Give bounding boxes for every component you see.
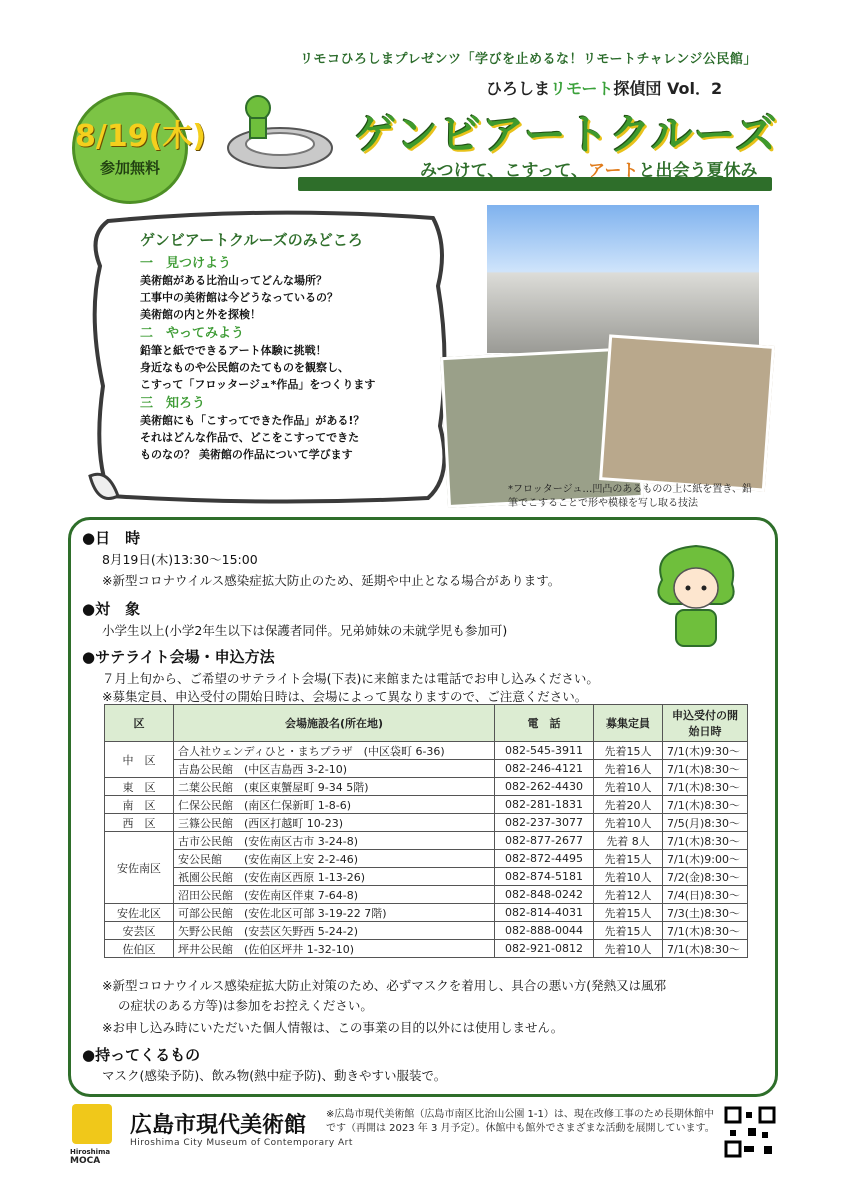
cell-capacity: 先着15人 [594, 922, 663, 940]
cell-capacity: 先着20人 [594, 796, 663, 814]
table-row [105, 832, 748, 850]
table-row [105, 814, 748, 832]
page-title: ゲンビアートクルーズ [354, 110, 778, 159]
col-capacity: 募集定員 [594, 705, 663, 742]
logo-text-1: Hiroshima [70, 1148, 111, 1156]
bring-text: マスク(感染予防)、飲み物(熱中症予防)、動きやすい服装で。 [102, 1068, 447, 1083]
highlight-line: 美術館がある比治山ってどんな場所？ [140, 274, 327, 287]
highlight-head-1: 一 見つけよう [140, 256, 232, 271]
table-row [105, 904, 748, 922]
cell-venue: 祇園公民館 (安佐南区西原 1-13-26) [174, 868, 495, 886]
cell-capacity: 先着10人 [594, 868, 663, 886]
highlight-line: ものなの？ 美術館の作品について学びます [140, 448, 353, 461]
series-label [486, 76, 722, 99]
cell-start: 7/1(木)8:30～ [663, 778, 748, 796]
apply-heading: ●サテライト会場・申込方法 [82, 648, 275, 666]
highlight-line: それはどんな作品で、どこをこすってできた [140, 431, 360, 444]
frottage-note: *フロッタージュ…凹凸のあるものの上に紙を置き、鉛筆でこすることで形や模様を写し取る技法 [508, 484, 752, 509]
cell-tel: 082-877-2677 [495, 832, 594, 850]
subtitle-highlight: アート [587, 161, 639, 181]
highlight-head-2: 二 やってみよう [140, 326, 245, 341]
highlight-line: 美術館にも「こすってできた作品」がある!？ [140, 414, 365, 427]
cell-start: 7/1(木)8:30～ [663, 796, 748, 814]
highlight-line: 鉛筆と紙でできるアート体験に挑戦！ [140, 344, 327, 357]
cell-venue: 安公民館 (安佐南区上安 2-2-46) [174, 850, 495, 868]
cell-venue: 仁保公民館 (南区仁保新町 1-8-6) [174, 796, 495, 814]
col-start: 申込受付の開始日時 [663, 705, 748, 742]
cell-ward: 安佐北区 [105, 904, 174, 922]
mascot-character-illustration [642, 540, 750, 650]
target-heading: ●対 象 [82, 600, 141, 618]
closure-note: ※広島市現代美術館（広島市南区比治山公園 1-1）は、現在改修工事のため長期休館中です（再開は 2023 年 3 月予定）。休館中も館外でさまざまな活動を展開しています。 [326, 1109, 715, 1134]
target-text: 小学生以上(小学2年生以下は保護者同伴。兄弟姉妹の未就学児も参加可) [102, 623, 508, 638]
cell-start: 7/1(木)8:30～ [663, 760, 748, 778]
cell-start: 7/1(木)9:30～ [663, 742, 748, 760]
series-post: 探偵団 Vol．2 [613, 79, 723, 98]
cell-venue: 矢野公民館 (安芸区矢野西 5-24-2) [174, 922, 495, 940]
cell-ward: 安佐南区 [105, 832, 174, 904]
cell-venue: 沼田公民館 (安佐南区伴東 7-64-8) [174, 886, 495, 904]
moca-logo-icon [72, 1104, 112, 1144]
museum-name-en: Hiroshima City Museum of Contemporary Art [130, 1138, 353, 1148]
cell-capacity: 先着15人 [594, 904, 663, 922]
qr-code-icon[interactable] [724, 1106, 776, 1158]
series-highlight: リモート [550, 79, 614, 98]
series-pre: ひろしま [486, 79, 551, 98]
schedule-note: ※新型コロナウイルス感染症拡大防止のため、延期や中止となる場合があります。 [102, 573, 561, 588]
cell-ward: 東 区 [105, 778, 174, 796]
schedule-datetime: 8月19日(木)13:30～15:00 [102, 552, 258, 567]
highlight-line: こすって「フロッタージュ*作品」をつくります [140, 378, 376, 391]
cell-tel: 082-921-0812 [495, 940, 594, 958]
cell-capacity: 先着12人 [594, 886, 663, 904]
highlight-head-3: 三 知ろう [140, 396, 206, 411]
cell-tel: 082-848-0242 [495, 886, 594, 904]
subtitle [420, 156, 757, 181]
table-row [105, 850, 748, 868]
cell-ward: 西 区 [105, 814, 174, 832]
cell-start: 7/1(木)8:30～ [663, 922, 748, 940]
highlights-title: ゲンビアートクルーズのみどころ [140, 231, 363, 249]
apply-text: ７月上旬から、ご希望のサテライト会場(下表)に来館または電話でお申し込みください。 [102, 671, 599, 686]
cell-ward: 中 区 [105, 742, 174, 778]
cell-start: 7/3(土)8:30～ [663, 904, 748, 922]
table-row [105, 940, 748, 958]
schedule-heading: ●日 時 [82, 529, 141, 547]
logo-text-2: MOCA [70, 1156, 101, 1166]
cell-start: 7/5(月)8:30～ [663, 814, 748, 832]
cell-venue: 吉島公民館 (中区吉島西 3-2-10) [174, 760, 495, 778]
cell-capacity: 先着10人 [594, 814, 663, 832]
cell-start: 7/1(木)9:00～ [663, 850, 748, 868]
cell-capacity: 先着15人 [594, 850, 663, 868]
col-venue: 会場施設名(所在地) [174, 705, 495, 742]
cell-venue: 坪井公民館 (佐伯区坪井 1-32-10) [174, 940, 495, 958]
highlight-line: 身近なものや公民館のたてものを観察し、 [140, 361, 349, 374]
cell-tel: 082-246-4121 [495, 760, 594, 778]
subtitle-part-1: みつけて、こすって、 [420, 161, 588, 181]
presents-line: リモコひろしまプレゼンツ「学びを止めるな！リモートチャレンジ公民館」 [300, 52, 757, 67]
privacy-note: ※お申し込み時にいただいた個人情報は、この事業の目的以外には使用しません。 [102, 1020, 564, 1035]
cell-capacity: 先着 8人 [594, 832, 663, 850]
museum-name: 広島市現代美術館 [130, 1113, 307, 1138]
table-row [105, 868, 748, 886]
cell-tel: 082-281-1831 [495, 796, 594, 814]
frottage-photo [599, 334, 775, 491]
table-row [105, 886, 748, 904]
cell-tel: 082-872-4495 [495, 850, 594, 868]
cell-start: 7/1(木)8:30～ [663, 832, 748, 850]
cell-tel: 082-888-0044 [495, 922, 594, 940]
cell-venue: 古市公民館 (安佐南区古市 3-24-8) [174, 832, 495, 850]
cell-capacity: 先着15人 [594, 742, 663, 760]
cell-venue: 二葉公民館 (東区東蟹屋町 9-34 5階) [174, 778, 495, 796]
event-date: 8/19(木) [75, 119, 207, 154]
museum-building-photo [487, 205, 759, 353]
moca-logo-text [70, 1148, 110, 1166]
cell-start: 7/1(木)8:30～ [663, 940, 748, 958]
table-row [105, 778, 748, 796]
apply-note: ※募集定員、申込受付の開始日時は、会場によって異なりますので、ご注意ください。 [102, 689, 588, 704]
cell-tel: 082-814-4031 [495, 904, 594, 922]
table-row [105, 742, 748, 760]
cell-tel: 082-874-5181 [495, 868, 594, 886]
subtitle-part-2: と出会う夏休み [638, 161, 758, 181]
venue-table [104, 704, 748, 958]
table-row [105, 796, 748, 814]
cell-tel: 082-237-3077 [495, 814, 594, 832]
highlight-line: 工事中の美術館は今どうなっているの？ [140, 291, 338, 304]
col-tel: 電 話 [495, 705, 594, 742]
cell-ward: 佐伯区 [105, 940, 174, 958]
table-header-row [105, 705, 748, 742]
cell-venue: 合人社ウェンディひと・まちプラザ (中区袋町 6-36) [174, 742, 495, 760]
cell-capacity: 先着10人 [594, 778, 663, 796]
highlight-line: 美術館の内と外を探検！ [140, 308, 261, 321]
date-badge [72, 92, 207, 204]
cell-start: 7/4(日)8:30～ [663, 886, 748, 904]
table-row [105, 760, 748, 778]
cell-tel: 082-262-4430 [495, 778, 594, 796]
col-ward: 区 [105, 705, 174, 742]
cell-ward: 南 区 [105, 796, 174, 814]
cell-ward: 安芸区 [105, 922, 174, 940]
cell-capacity: 先着16人 [594, 760, 663, 778]
table-row [105, 922, 748, 940]
cell-capacity: 先着10人 [594, 940, 663, 958]
cell-venue: 三篠公民館 (西区打越町 10-23) [174, 814, 495, 832]
mask-note-1: ※新型コロナウイルス感染症拡大防止対策のため、必ずマスクを着用し、具合の悪い方(発熱又は風邪 [102, 978, 667, 993]
cell-start: 7/2(金)8:30～ [663, 868, 748, 886]
mask-note-2: の症状のある方等)は参加をお控えください。 [118, 998, 373, 1013]
cell-tel: 082-545-3911 [495, 742, 594, 760]
cell-venue: 可部公民館 (安佐北区可部 3-19-22 7階) [174, 904, 495, 922]
highlights-panel [140, 232, 440, 463]
free-label: 参加無料 [99, 159, 160, 177]
sculpture-mascot-illustration [218, 86, 338, 176]
bring-heading: ●持ってくるもの [82, 1046, 201, 1064]
